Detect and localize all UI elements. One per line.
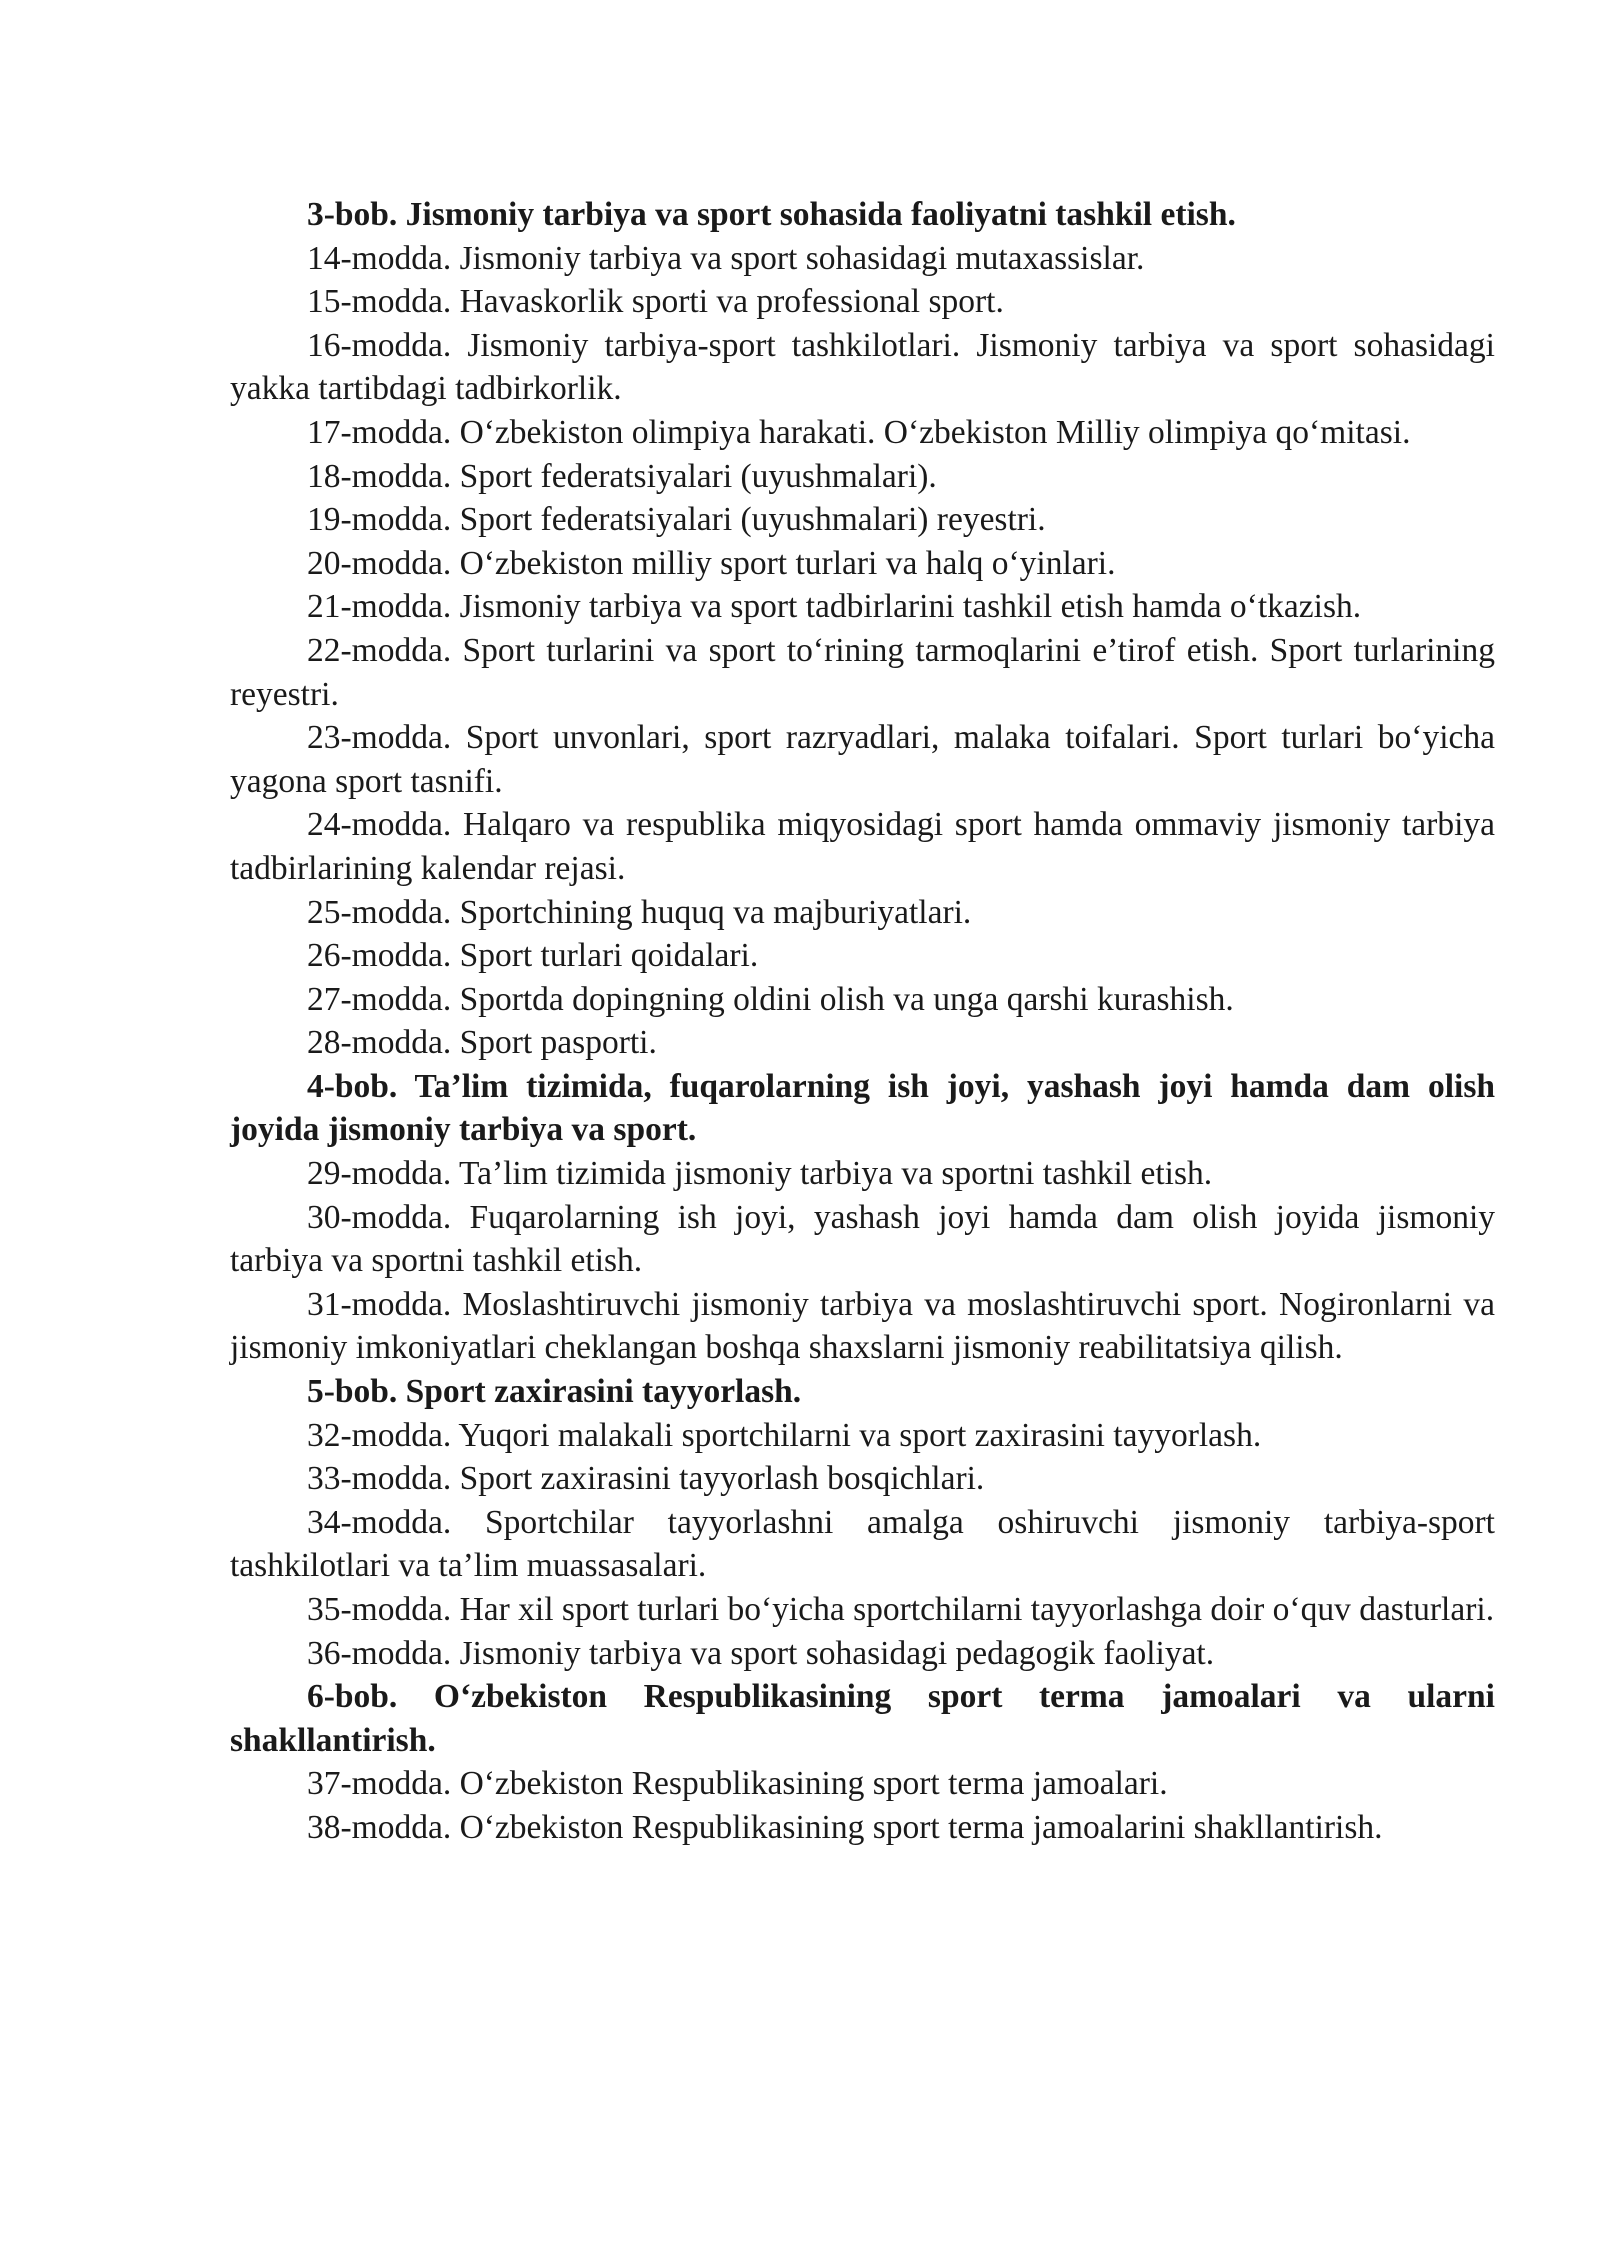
chapter-heading: 6-bob. O‘zbekiston Respublikasining sport terma jamoalari va ularni shakllantirish. (230, 1678, 1495, 1759)
article-item: 19-modda. Sport federatsiyalari (uyushmalari) reyestri. (307, 501, 1046, 539)
article-item: 18-modda. Sport federatsiyalari (uyushmalari). (307, 457, 937, 495)
article-item: 27-modda. Sportda dopingning oldini olish va unga qarshi kurashish. (307, 980, 1234, 1018)
article-item: 25-modda. Sportchining huquq va majburiyatlari. (307, 893, 972, 931)
article-item: 31-modda. Moslashtiruvchi jismoniy tarbiya va moslashtiruvchi sport. Nogironlarni va jismoniy imkoniyatlari cheklangan boshqa shaxslarni jismoniy reabilitatsiya qilish. (230, 1285, 1495, 1367)
article-item: 35-modda. Har xil sport turlari bo‘yicha sportchilarni tayyorlashga doir o‘quv dasturlari. (307, 1591, 1495, 1628)
article-item: 38-modda. O‘zbekiston Respublikasining sport terma jamoalarini shakllantirish. (307, 1808, 1383, 1846)
article-item: 36-modda. Jismoniy tarbiya va sport sohasidagi pedagogik faoliyat. (307, 1634, 1215, 1672)
article-item: 22-modda. Sport turlarini va sport to‘rining tarmoqlarini e’tirof etish. Sport turlarining reyestri. (230, 631, 1495, 713)
article-item: 33-modda. Sport zaxirasini tayyorlash bosqichlari. (307, 1460, 985, 1498)
article-item: 16-modda. Jismoniy tarbiya-sport tashkilotlari. Jismoniy tarbiya va sport sohasidagi yakka tartibdagi tadbirkorlik. (230, 326, 1495, 408)
article-item: 23-modda. Sport unvonlari, sport razryadlari, malaka toifalari. Sport turlari bo‘yicha yagona sport tasnifi. (230, 719, 1495, 800)
article-item: 14-modda. Jismoniy tarbiya va sport sohasidagi mutaxassislar. (307, 239, 1145, 277)
article-item: 29-modda. Ta’lim tizimida jismoniy tarbiya va sportni tashkil etish. (307, 1155, 1213, 1193)
article-item: 15-modda. Havaskorlik sporti va professional sport. (307, 283, 1004, 321)
article-item: 21-modda. Jismoniy tarbiya va sport tadbirlarini tashkil etish hamda o‘tkazish. (307, 588, 1362, 626)
article-item: 28-modda. Sport pasporti. (307, 1024, 657, 1062)
article-item: 24-modda. Halqaro va respublika miqyosidagi sport hamda ommaviy jismoniy tarbiya tadbirlarining kalendar rejasi. (230, 806, 1495, 887)
article-item: 26-modda. Sport turlari qoidalari. (307, 937, 759, 975)
article-item: 30-modda. Fuqarolarning ish joyi, yashash joyi hamda dam olish joyida jismoniy tarbiya va sportni tashkil etish. (230, 1198, 1495, 1280)
article-item: 20-modda. O‘zbekiston milliy sport turlari va halq o‘yinlari. (307, 544, 1116, 582)
chapter-heading: 3-bob. Jismoniy tarbiya va sport sohasida faoliyatni tashkil etish. (307, 196, 1236, 233)
article-item: 37-modda. O‘zbekiston Respublikasining sport terma jamoalari. (307, 1765, 1168, 1803)
document-page (230, 193, 1495, 1850)
chapter-heading: 4-bob. Ta’lim tizimida, fuqarolarning ish joyi, yashash joyi hamda dam olish joyida jismoniy tarbiya va sport. (230, 1067, 1495, 1149)
article-item: 32-modda. Yuqori malakali sportchilarni va sport zaxirasini tayyorlash. (307, 1416, 1262, 1454)
article-item: 34-modda. Sportchilar tayyorlashni amalga oshiruvchi jismoniy tarbiya-sport tashkilotlari va ta’lim muassasalari. (230, 1503, 1495, 1585)
chapter-heading: 5-bob. Sport zaxirasini tayyorlash. (307, 1373, 802, 1411)
article-item: 17-modda. O‘zbekiston olimpiya harakati. O‘zbekiston Milliy olimpiya qo‘mitasi. (307, 413, 1411, 451)
